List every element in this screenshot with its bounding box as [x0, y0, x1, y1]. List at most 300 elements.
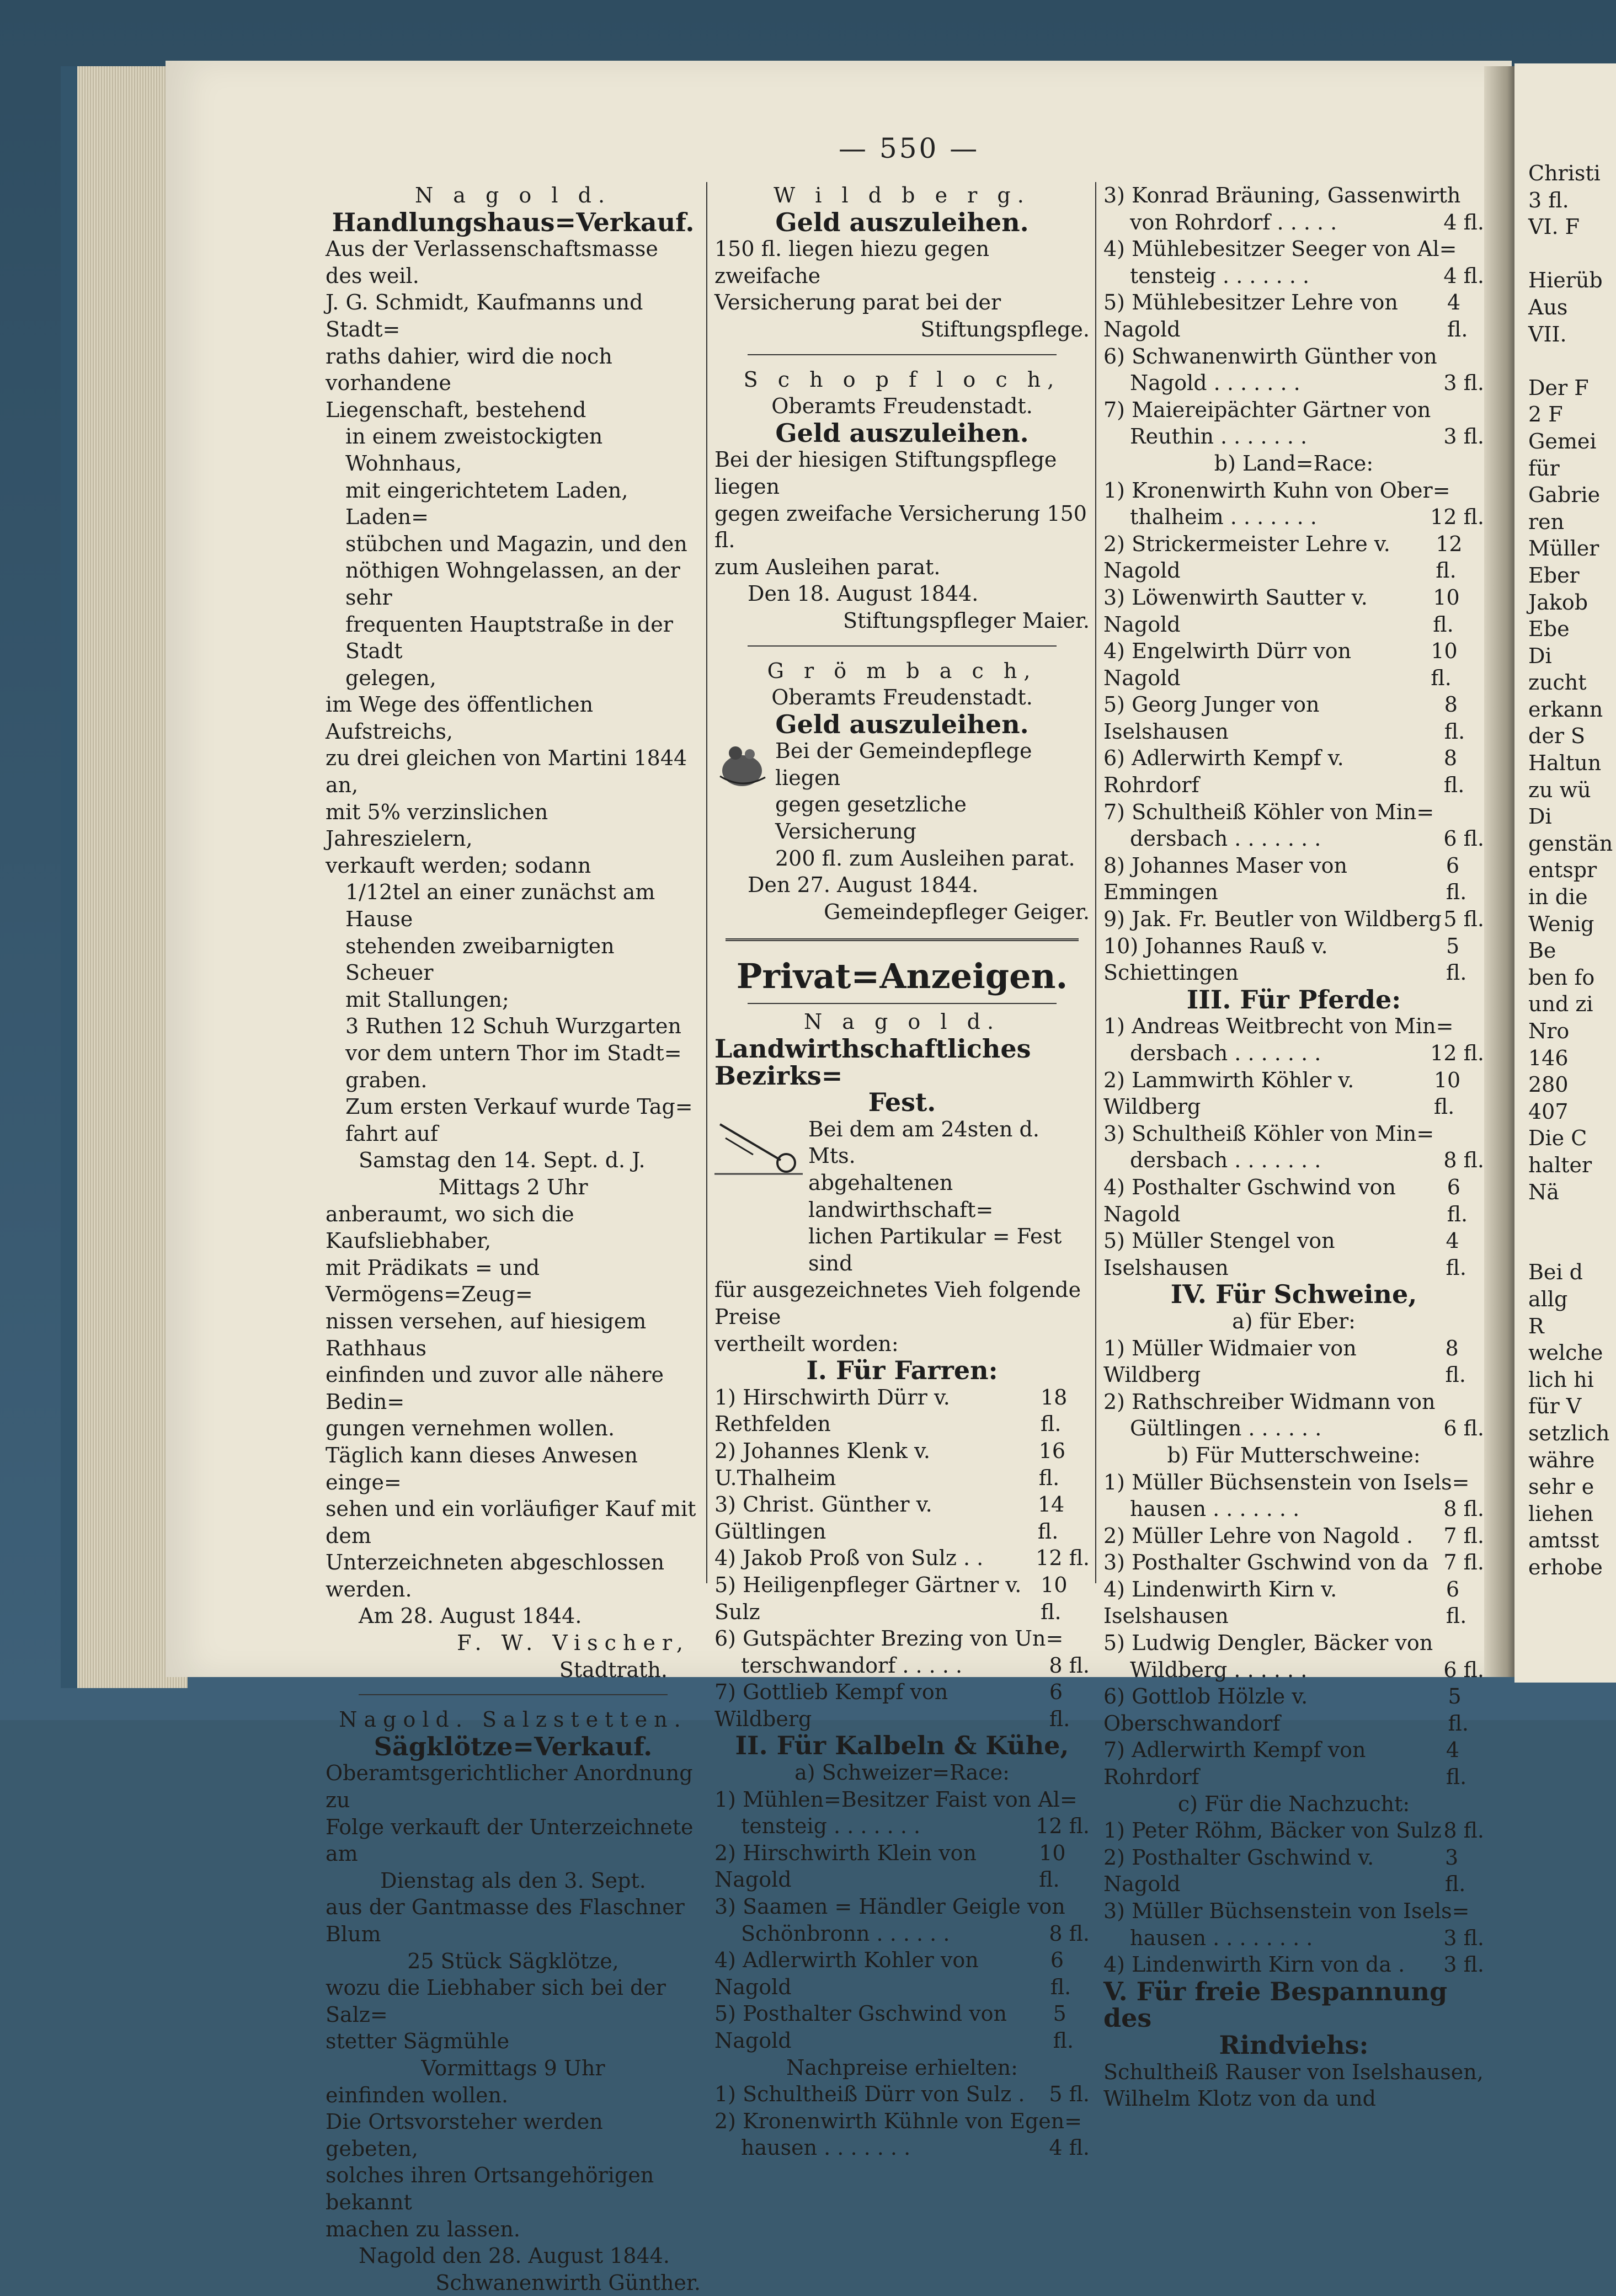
prize-winner: 2) Lammwirth Köhler v. Wildberg — [1103, 1067, 1354, 1119]
book-gutter — [1484, 66, 1517, 1677]
prize-amount: 8 fl. — [1443, 1818, 1484, 1843]
prize-entry — [1103, 933, 1484, 986]
cut-off-text-line: entspr — [1528, 858, 1597, 883]
notice-body — [775, 738, 1090, 872]
text-line: stübchen und Magazin, und den — [345, 531, 687, 556]
prize-winner: hausen . . . . . . . — [741, 2135, 911, 2160]
cut-off-text-line: liehen — [1528, 1501, 1594, 1526]
cut-off-text-line: setzlich — [1528, 1421, 1610, 1445]
text-line: in einem zweistockigten Wohnhaus, — [345, 424, 603, 476]
prize-amount: 18 fl. — [1041, 1385, 1068, 1437]
notice-body — [808, 1116, 1090, 1277]
cut-off-text-line: 407 — [1528, 1099, 1569, 1124]
cut-off-text-line: ren — [1528, 509, 1565, 534]
notice-title: Geld auszuleihen. — [775, 709, 1029, 739]
cut-off-text-line: ben fo — [1528, 965, 1595, 990]
prize-winner: 9) Jak. Fr. Beutler von Wildberg — [1103, 907, 1442, 932]
cut-off-text-line: Di — [1528, 643, 1552, 668]
text-line: Wilhelm Klotz von da und — [1103, 2086, 1376, 2111]
prize-winner: von Rohrdorf . . . . . — [1130, 210, 1337, 234]
prize-entry — [714, 1679, 1090, 1732]
notice-items — [326, 423, 701, 691]
notice-title: Handlungshaus=Verkauf. — [332, 207, 695, 237]
cut-off-text-line: welche — [1528, 1341, 1603, 1365]
page-number: — 550 — — [839, 132, 980, 164]
prize-amount: 10 fl. — [1431, 639, 1458, 690]
prize-subcategory: a) Schweizer=Race: — [794, 1760, 1010, 1785]
prize-winner: dersbach . . . . . . . — [1130, 826, 1321, 851]
prize-subcategory: c) Für die Nachzucht: — [1177, 1791, 1410, 1816]
cut-off-text-line: erhobe — [1528, 1555, 1603, 1579]
prize-winner: 1) Hirschwirth Dürr v. Rethfelden — [714, 1385, 950, 1437]
prize-winner: 2) Rathschreiber Widmann von — [1103, 1389, 1436, 1414]
prize-winner: 3) Konrad Bräuning, Gassenwirth — [1103, 183, 1461, 207]
prize-winner: 4) Jakob Proß von Sulz . . — [714, 1546, 984, 1571]
text-line: gegen zweifache Versicherung 150 fl. — [714, 501, 1087, 553]
prize-entry — [714, 1625, 1090, 1652]
cut-off-text-line: für V — [1528, 1394, 1582, 1419]
prize-winner: 3) Löwenwirth Sautter v. Nagold — [1103, 585, 1368, 637]
cut-off-text-line: Die C — [1528, 1126, 1587, 1151]
text-line: 1/12tel an einer zunächst am Hause — [345, 880, 655, 932]
prize-entry — [1103, 1925, 1484, 1952]
prize-amount: 6 fl. — [1446, 853, 1467, 905]
prize-entry — [1103, 182, 1484, 209]
prize-winner: dersbach . . . . . . . — [1130, 1041, 1321, 1065]
cut-off-text-line: Müller — [1528, 536, 1599, 561]
prize-amount: 10 fl. — [1433, 585, 1460, 637]
prize-entry — [714, 1545, 1090, 1572]
text-line: aus der Gantmasse des Flaschner Blum — [326, 1895, 685, 1946]
cut-off-text-line: Ebe — [1528, 617, 1570, 642]
plough-vignette — [714, 1116, 808, 1277]
prize-winner: 7) Schultheiß Köhler von Min= — [1103, 799, 1434, 824]
right-page-text — [1528, 160, 1613, 1580]
cut-off-text-line: VII. — [1528, 322, 1567, 346]
cut-off-text-line: Christi — [1528, 161, 1601, 185]
money-bag-vignette — [714, 738, 775, 872]
cut-off-text-line — [1528, 348, 1613, 375]
prize-entry — [714, 2000, 1090, 2054]
prize-entry — [1103, 584, 1484, 638]
sale-count: 25 Stück Sägklötze, — [407, 1948, 619, 1973]
prize-winner: 2) Posthalter Gschwind v. Nagold — [1103, 1845, 1374, 1897]
prize-entry — [1103, 423, 1484, 450]
prize-entry — [1103, 745, 1484, 798]
prize-entry — [714, 1438, 1090, 1491]
prize-winner: 2) Strickermeister Lehre v. Nagold — [1103, 531, 1390, 583]
cut-off-text-line — [1528, 1232, 1613, 1259]
notice-body — [326, 1894, 701, 1947]
prize-entry — [1103, 397, 1484, 424]
prize-category: IV. Für Schweine, — [1170, 1279, 1417, 1310]
prize-winner: 2) Kronenwirth Kühnle von Egen= — [714, 2108, 1082, 2133]
prize-category: I. Für Farren: — [806, 1355, 998, 1386]
prize-entry — [1103, 906, 1484, 933]
text-line: lichen Partikular = Fest sind — [808, 1224, 1062, 1275]
prize-entry — [714, 2108, 1090, 2135]
cut-off-text-line: Jakob — [1528, 590, 1588, 615]
prize-list — [714, 2081, 1090, 2161]
prize-amount: 4 fl. — [1049, 2135, 1090, 2160]
prize-winner: 3) Posthalter Gschwind von da — [1103, 1550, 1429, 1575]
sub-heading: Oberamts Freudenstadt. — [771, 685, 1033, 710]
place-heading: G r ö m b a c h, — [767, 658, 1037, 683]
text-line: gegen gesetzliche Versicherung — [775, 792, 967, 844]
signer: Gemeindepfleger Geiger. — [824, 899, 1090, 924]
prize-entry — [1103, 1657, 1484, 1684]
prize-winner: 2) Hirschwirth Klein von Nagold — [714, 1840, 977, 1892]
signer: Stiftungspfleger Maier. — [842, 608, 1090, 633]
prize-subcategory: Nachpreise erhielten: — [786, 2055, 1018, 2080]
prize-amount: 7 fl. — [1443, 1523, 1484, 1548]
prize-winner: 6) Schwanenwirth Günther von — [1103, 344, 1437, 369]
prize-amount: 10 fl. — [1039, 1840, 1066, 1892]
prize-amount: 4 fl. — [1443, 210, 1484, 234]
prize-winner: 4) Mühlebesitzer Seeger von Al= — [1103, 237, 1457, 261]
prize-winner: Reuthin . . . . . . . — [1130, 424, 1308, 449]
text-line: einfinden und zuvor alle nähere Bedin= — [326, 1363, 664, 1414]
prize-winner: 1) Mühlen=Besitzer Faist von Al= — [714, 1787, 1078, 1812]
prize-entry — [1103, 852, 1484, 906]
prize-entry — [1103, 1576, 1484, 1630]
prize-winner: 4) Engelwirth Dürr von Nagold — [1103, 639, 1352, 690]
text-line: anberaumt, wo sich die Kaufsliebhaber, — [326, 1202, 574, 1253]
text-line: raths dahier, wird die noch vorhandene — [326, 344, 612, 396]
notice-body — [326, 2082, 701, 2243]
text-line: mit Stallungen; — [345, 987, 509, 1012]
signer: F. W. Vischer, — [457, 1631, 690, 1656]
prize-winner: 6) Gutspächter Brezing von Un= — [714, 1626, 1064, 1651]
prize-entry — [714, 2081, 1090, 2108]
prize-list — [1103, 477, 1484, 986]
prize-winner: 4) Posthalter Gschwind von Nagold — [1103, 1174, 1396, 1226]
sign-date: Den 18. August 1844. — [748, 581, 979, 606]
notice-title: Landwirthschaftliches Bezirks= — [714, 1034, 1031, 1091]
prize-entry — [1103, 1415, 1484, 1442]
cut-off-text-line: 3 fl. — [1528, 188, 1569, 212]
prize-list — [1103, 1013, 1484, 1281]
text-line: wozu die Liebhaber sich bei der Salz= — [326, 1975, 666, 2027]
prize-winner: 5) Posthalter Gschwind von Nagold — [714, 2001, 1007, 2053]
prize-winner: 3) Christ. Günther v. Gültlingen — [714, 1492, 932, 1544]
notice-title: Geld auszuleihen. — [775, 207, 1029, 237]
prize-amount: 5 fl. — [1448, 1684, 1469, 1736]
notice-body — [326, 1760, 701, 1867]
sale-time: Vormittags 9 Uhr — [421, 2055, 605, 2080]
text-line: abgehaltenen landwirthschaft= — [808, 1171, 994, 1222]
prize-entry — [714, 1572, 1090, 1625]
text-line: Versicherung parat bei der — [714, 290, 1001, 315]
prize-winner: 7) Maiereipächter Gärtner von — [1103, 397, 1431, 422]
column-3 — [1103, 182, 1484, 2112]
prize-category: II. Für Kalbeln & Kühe, — [735, 1731, 1069, 1761]
column-2 — [714, 182, 1090, 2161]
notice-body — [714, 1277, 1090, 1357]
prize-winner: 5) Müller Stengel von Iselshausen — [1103, 1229, 1335, 1280]
text-line: nöthigen Wohngelassen, an der sehr — [345, 558, 680, 610]
cut-off-text-line: Der F — [1528, 375, 1589, 400]
cut-off-text-line: R — [1528, 1313, 1544, 1338]
text-line: gungen vernehmen wollen. — [326, 1416, 615, 1441]
cut-off-text-line: der S — [1528, 724, 1586, 749]
text-line: Oberamtsgerichtlicher Anordnung zu — [326, 1761, 693, 1813]
prize-entry — [1103, 1737, 1484, 1790]
cut-off-text-line: lich hi — [1528, 1367, 1594, 1392]
prize-winner: 6) Adlerwirth Kempf v. Rohrdorf — [1103, 746, 1344, 798]
prize-amount: 8 fl. — [1445, 1336, 1466, 1387]
text-line: frequenten Hauptstraße in der Stadt — [345, 612, 673, 664]
cut-off-text-line: halter — [1528, 1152, 1592, 1177]
prize-amount: 8 fl. — [1444, 692, 1465, 744]
column-rule — [706, 182, 707, 1583]
text-line: vor dem untern Thor im Stadt= — [345, 1041, 682, 1065]
prize-winner: hausen . . . . . . . — [1130, 1497, 1300, 1521]
prize-winner: 10) Johannes Rauß v. Schiettingen — [1103, 933, 1328, 985]
text-line: Die Ortsvorsteher werden gebeten, — [326, 2110, 603, 2161]
prize-entry — [1103, 1898, 1484, 1925]
prize-list — [714, 1786, 1090, 2054]
prize-entry — [1103, 1335, 1484, 1389]
separator — [359, 1694, 668, 1695]
cut-off-text-line: Be — [1528, 938, 1556, 963]
prize-entry — [714, 1920, 1090, 1947]
text-line: Bei dem am 24sten d. Mts. — [808, 1117, 1039, 1168]
prize-entry — [1103, 477, 1484, 504]
prize-entry — [1103, 1227, 1484, 1281]
prize-winner: 1) Kronenwirth Kuhn von Ober= — [1103, 478, 1450, 503]
double-separator — [726, 938, 1079, 941]
prize-entry — [1103, 1067, 1484, 1120]
prize-entry — [1103, 1174, 1484, 1227]
prize-winner: 6) Gottlob Hölzle v. Oberschwandorf — [1103, 1684, 1308, 1736]
prize-amount: 6 fl. — [1443, 1416, 1484, 1441]
cut-off-text-line: Eber — [1528, 563, 1580, 588]
prize-winner: 7) Adlerwirth Kempf von Rohrdorf — [1103, 1738, 1366, 1790]
text-line: mit 5% verzinslichen Jahreszielern, — [326, 799, 548, 851]
cut-off-text-line: Haltun — [1528, 751, 1602, 776]
prize-entry — [714, 1840, 1090, 1893]
text-line: mit Prädikats = und Vermögens=Zeug= — [326, 1255, 540, 1307]
cut-off-text-line: Hierüb — [1528, 268, 1603, 293]
notice-title: Fest. — [868, 1087, 936, 1118]
prize-entry — [1103, 236, 1484, 263]
prize-amount: 16 fl. — [1038, 1438, 1066, 1490]
prize-amount: 5 fl. — [1443, 907, 1484, 932]
prize-amount: 6 fl. — [1049, 1680, 1070, 1731]
prize-entry — [1103, 799, 1484, 826]
separator — [748, 645, 1057, 647]
cut-off-text-line: 280 — [1528, 1072, 1569, 1097]
text-line: stehenden zweibarnigten Scheuer — [345, 933, 615, 985]
prize-subcategory: b) Für Mutterschweine: — [1167, 1443, 1421, 1467]
cut-off-text-line — [1528, 1205, 1613, 1232]
prize-amount: 6 fl. — [1443, 826, 1484, 851]
prize-entry — [1103, 1844, 1484, 1898]
prize-amount: 4 fl. — [1446, 1229, 1466, 1280]
text-line: Folge verkauft der Unterzeichnete am — [326, 1814, 694, 1866]
text-line: Bei der hiesigen Stiftungspflege liegen — [714, 447, 1057, 499]
prize-entry — [1103, 1817, 1484, 1844]
prize-amount: 6 fl. — [1447, 1174, 1468, 1226]
prize-entry — [1103, 691, 1484, 745]
separator — [748, 354, 1057, 355]
prize-amount: 10 fl. — [1433, 1067, 1461, 1119]
prize-winner: 8) Johannes Maser von Emmingen — [1103, 853, 1347, 905]
prize-amount: 3 fl. — [1443, 1952, 1484, 1977]
prize-category: III. Für Pferde: — [1186, 984, 1401, 1014]
prize-winner: Wildberg . . . . . . — [1130, 1657, 1308, 1682]
prize-entry — [1103, 1683, 1484, 1737]
prize-winner: 4) Lindenwirth Kirn v. Iselshausen — [1103, 1577, 1337, 1628]
text-line: Liegenschaft, bestehend — [326, 397, 586, 422]
prize-amount: 12 fl. — [1436, 531, 1463, 583]
prize-amount: 3 fl. — [1443, 371, 1484, 396]
cut-off-text-line: amtsst — [1528, 1528, 1599, 1553]
prize-amount: 5 fl. — [1446, 933, 1467, 985]
prize-amount: 8 fl. — [1049, 1921, 1090, 1946]
notice-body — [714, 446, 1090, 580]
prize-winner: 1) Peter Röhm, Bäcker von Sulz — [1103, 1818, 1442, 1843]
prize-entry — [1103, 370, 1484, 397]
prize-entry — [1103, 825, 1484, 852]
place-heading: Nagold. Salzstetten. — [339, 1707, 687, 1732]
prize-entry — [1103, 1389, 1484, 1416]
cut-off-text-line: zucht — [1528, 670, 1587, 695]
cut-off-text-line: Gemei — [1528, 429, 1597, 453]
text-line: gelegen, — [345, 665, 436, 690]
prize-winner: 5) Heiligenpfleger Gärtner v. Sulz — [714, 1572, 1022, 1624]
text-line: nissen versehen, auf hiesigem Rathhaus — [326, 1309, 647, 1360]
text-line: verkauft werden; sodann — [326, 853, 591, 878]
prize-amount: 12 fl. — [1430, 505, 1484, 530]
prize-entry — [1103, 638, 1484, 691]
prize-entry — [1103, 209, 1484, 236]
column-rule — [1095, 182, 1096, 1583]
notice-body — [326, 1201, 701, 1603]
place-heading: N a g o l d. — [414, 183, 612, 207]
prize-winner: dersbach . . . . . . . — [1130, 1148, 1321, 1173]
cut-off-text-line: währe — [1528, 1448, 1595, 1472]
prize-amount: 6 fl. — [1446, 1577, 1467, 1628]
prize-list — [1103, 1335, 1484, 1442]
cut-off-text-line: Wenig — [1528, 911, 1594, 936]
section-title: Privat=Anzeigen. — [736, 956, 1068, 997]
cut-off-text-line: VI. F — [1528, 215, 1580, 239]
prize-entry — [714, 2134, 1090, 2161]
notice-body — [326, 236, 701, 423]
prize-amount: 3 fl. — [1444, 1845, 1466, 1897]
prize-winner: 3) Saamen = Händler Geigle von — [714, 1894, 1065, 1919]
prize-entry — [714, 1491, 1090, 1545]
notice-body — [1103, 2059, 1484, 2112]
text-line: J. G. Schmidt, Kaufmanns und Stadt= — [326, 290, 643, 341]
prize-winner: 1) Schultheiß Dürr von Sulz . — [714, 2082, 1025, 2107]
sign-date: Den 27. August 1844. — [748, 873, 979, 898]
cut-off-text-line: Nä — [1528, 1179, 1559, 1204]
prize-entry — [714, 1786, 1090, 1813]
prize-winner: 7) Gottlieb Kempf von Wildberg — [714, 1680, 948, 1731]
cut-off-text-line: Gabrie — [1528, 483, 1601, 508]
prize-amount: 12 fl. — [1430, 1041, 1484, 1065]
notice-body — [714, 236, 1090, 316]
prize-winner: 4) Lindenwirth Kirn von da . — [1103, 1952, 1405, 1977]
cut-off-text-line: Nro — [1528, 1019, 1570, 1043]
prize-winner: 3) Schultheiß Köhler von Min= — [1103, 1121, 1434, 1146]
prize-winner: Gültlingen . . . . . . — [1130, 1416, 1322, 1441]
text-line: Täglich kann dieses Anwesen einge= — [326, 1443, 638, 1494]
signer-role: Stadtrath. — [559, 1657, 668, 1682]
prize-winner: 1) Müller Widmaier von Wildberg — [1103, 1336, 1357, 1387]
text-line: Bei der Gemeindepflege liegen — [775, 739, 1032, 790]
prize-entry — [1103, 1496, 1484, 1523]
cut-off-text-line: Bei d — [1528, 1260, 1583, 1285]
prize-entry — [714, 1384, 1090, 1438]
prize-entry — [1103, 1147, 1484, 1174]
prize-list — [714, 1384, 1090, 1733]
prize-amount: 8 fl. — [1443, 1497, 1484, 1521]
prize-entry — [714, 1652, 1090, 1679]
cut-off-text-line: 146 — [1528, 1045, 1569, 1070]
column-1 — [326, 182, 701, 2296]
sale-time: Mittags 2 Uhr — [438, 1174, 588, 1199]
place-heading: W i l d b e r g. — [774, 183, 1031, 207]
cut-off-text-line: Di — [1528, 804, 1552, 829]
prize-entry — [1103, 263, 1484, 290]
prize-winner: 2) Müller Lehre von Nagold . — [1103, 1523, 1414, 1548]
text-line: 200 fl. zum Ausleihen parat. — [775, 846, 1075, 871]
prize-amount: 14 fl. — [1037, 1492, 1065, 1544]
prize-entry — [1103, 1951, 1484, 1978]
prize-amount: 10 fl. — [1041, 1572, 1068, 1624]
signer: Schwanenwirth Günther. — [435, 2270, 701, 2295]
prize-amount: 6 fl. — [1443, 1657, 1484, 1682]
prize-entry — [1103, 1549, 1484, 1576]
prize-entry — [1103, 1120, 1484, 1147]
prize-amount: 7 fl. — [1443, 1550, 1484, 1575]
text-line: einfinden wollen. — [326, 2083, 509, 2107]
prize-amount: 8 fl. — [1443, 746, 1465, 798]
prize-entry — [1103, 1469, 1484, 1496]
notice-body — [326, 691, 701, 879]
prize-winner: 2) Johannes Klenk v. U.Thalheim — [714, 1438, 930, 1490]
text-line: Unterzeichneten abgeschlossen werden. — [326, 1550, 665, 1601]
prize-amount: 3 fl. — [1443, 424, 1484, 449]
cut-off-text-line: sehr e — [1528, 1475, 1594, 1499]
prize-winner: thalheim . . . . . . . — [1130, 505, 1317, 530]
cut-off-text-line — [1528, 241, 1613, 268]
prize-amount: 8 fl. — [1049, 1653, 1090, 1678]
notice-body — [326, 1974, 701, 2055]
prize-amount: 5 fl. — [1049, 2082, 1090, 2107]
signer: Stiftungspflege. — [920, 317, 1090, 341]
prize-amount: 3 fl. — [1443, 1925, 1484, 1950]
prize-entry — [1103, 1630, 1484, 1657]
prize-entry — [1103, 289, 1484, 343]
prize-winner: 5) Mühlebesitzer Lehre von Nagold — [1103, 290, 1398, 341]
text-line: sehen und ein vorläufiger Kauf mit dem — [326, 1497, 696, 1548]
right-page-partial — [1514, 63, 1616, 1683]
text-line: fahrt auf — [345, 1121, 438, 1146]
prize-winner: tensteig . . . . . . . — [1130, 263, 1310, 288]
prize-amount: 8 fl. — [1443, 1148, 1484, 1173]
text-line: Schultheiß Rauser von Iselshausen, — [1103, 2059, 1484, 2084]
prize-winner: hausen . . . . . . . . — [1130, 1925, 1313, 1950]
text-line: graben. — [345, 1067, 428, 1092]
text-line: für ausgezeichnetes Vieh folgende Preise — [714, 1278, 1081, 1329]
prize-winner: 5) Ludwig Dengler, Bäcker von — [1103, 1631, 1433, 1656]
prize-amount: 12 fl. — [1036, 1814, 1090, 1839]
